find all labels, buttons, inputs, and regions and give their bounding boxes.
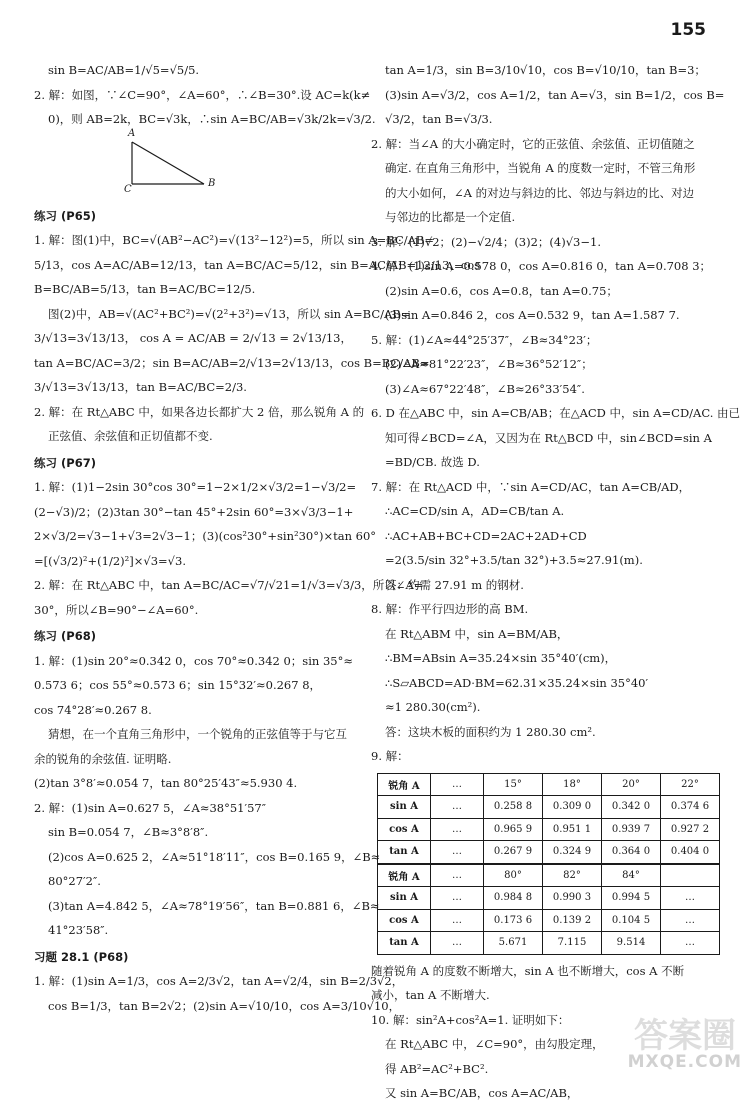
table-cell: 0.173 6 — [484, 909, 543, 932]
text-line: 6. D 在△ABC 中，sin A=CB/AB；在△ACD 中，sin A=CD/AC. 由已 — [371, 406, 741, 420]
text-line: 图(2)中，AB=√(AC²+BC²)=√(2²+3²)=√13，所以 sin A=BC/AB= — [48, 306, 411, 321]
text-line: =[(√3/2)²+(1/2)²]×√3=√3. — [34, 553, 186, 568]
text-line: =BD/CB. 故选 D. — [385, 455, 480, 469]
text-line: 知可得∠BCD=∠A，又因为在 Rt△BCD 中，sin∠BCD=sin A — [385, 430, 712, 445]
table-cell: 84° — [602, 864, 661, 887]
table-cell: … — [431, 796, 484, 819]
text-line: cos B=1/3，tan B=2√2；(2)sin A=√10/10，cos A=3/10√10， — [48, 998, 401, 1013]
text-line: √3/2，tan B=√3/3. — [385, 112, 493, 126]
text-line: (3)sin A=√3/2，cos A=1/2，tan A=√3，sin B=1/2，cos B= — [385, 87, 725, 102]
table-cell: 0.927 2 — [661, 818, 720, 841]
text-line: 80°27′2″. — [48, 874, 101, 888]
text-line: (2)tan 3°8′≈0.054 7，tan 80°25′43″≈5.930 4. — [34, 776, 298, 790]
table-cell: 5.671 — [484, 932, 543, 955]
text-line: 3. 解：(1)√2；(2)−√2/4；(3)2；(4)√3−1. — [371, 234, 601, 249]
page-number: 155 — [670, 20, 706, 40]
text-line: 减小，tan A 不断增大. — [371, 988, 490, 1002]
table-cell: 80° — [484, 864, 543, 887]
watermark-logo — [592, 1008, 742, 1072]
table-cell: 18° — [543, 773, 602, 796]
text-line: 正弦值、余弦值和正切值都不变. — [48, 429, 213, 443]
text-line: 答：这块木板的面积约为 1 280.30 cm². — [385, 724, 596, 739]
table-cell: 0.984 8 — [484, 887, 543, 910]
table-cell: … — [661, 932, 720, 955]
text-line: 4. 解：(1)sin A=0.578 0，cos A=0.816 0，tan A=0.708 3； — [371, 259, 712, 273]
trig-values-table — [377, 773, 720, 955]
text-line: ∴BM=ABsin A=35.24×sin 35°40′(cm)， — [385, 651, 617, 665]
text-line: tan A=BC/AC=3/2；sin B=AC/AB=2/√13=2√13/13，cos B=BC/AB= — [34, 355, 430, 370]
watermark-url: MXQE.COM — [627, 1052, 742, 1072]
row-header-cell: tan A — [378, 932, 431, 955]
table-cell: … — [661, 887, 720, 910]
text-line: 3/√13=3√13/13， cos A = AC/AB = 2/√13 = 2√13/13， — [34, 331, 352, 345]
section-heading: 练习 (P68) — [34, 629, 96, 643]
table-row — [378, 841, 720, 864]
text-line: 5. 解：(1)∠A≈44°25′37″，∠B≈34°23′； — [371, 332, 598, 347]
text-line: 得 AB²=AC²+BC². — [385, 1061, 489, 1076]
text-line: (2−√3)/2；(2)3tan 30°−tan 45°+2sin 60°=3×√3/3−1+ — [34, 504, 354, 519]
text-line: 又 sin A=BC/AB，cos A=AC/AB， — [385, 1086, 579, 1100]
text-line: 2. 解：如图，∵∠C=90°，∠A=60°，∴∠B=30°.设 AC=k(k≠ — [34, 87, 371, 102]
text-line: sin B=0.054 7，∠B≈3°8′8″. — [48, 825, 209, 839]
table-row — [378, 887, 720, 910]
text-line: 余的锐角的余弦值. 证明略. — [34, 751, 172, 766]
row-header-cell: sin A — [378, 887, 431, 910]
table-row — [378, 932, 720, 955]
right-triangle-diagram — [124, 136, 284, 198]
vertex-c-label: C — [124, 183, 132, 195]
text-line: (2)∠A≈81°22′23″，∠B≈36°52′12″； — [385, 357, 593, 371]
text-line: 3/√13=3√13/13，tan B=AC/BC=2/3. — [34, 380, 247, 394]
table-cell: … — [431, 909, 484, 932]
table-cell: 0.951 1 — [543, 818, 602, 841]
table-cell: 0.364 0 — [602, 841, 661, 864]
table-cell: 0.994 5 — [602, 887, 661, 910]
table-cell: 0.258 8 — [484, 796, 543, 819]
text-line: 在 Rt△ABC 中，∠C=90°，由勾股定理， — [385, 1037, 604, 1051]
table-cell: … — [431, 841, 484, 864]
text-line: 2. 解：在 Rt△ABC 中，tan A=BC/AC=√7/√21=1/√3=√3/3，所以∠A= — [34, 578, 424, 592]
text-line: ∴AC=CD/sin A，AD=CB/tan A. — [385, 504, 565, 518]
table-cell: 0.267 9 — [484, 841, 543, 864]
text-line: 0.573 6；cos 55°≈0.573 6；sin 15°32′≈0.267 8， — [34, 678, 322, 692]
table-row — [378, 909, 720, 932]
text-line: 1. 解：图(1)中，BC=√(AB²−AC²)=√(13²−12²)=5，所以 sin A=BC/AB= — [34, 233, 435, 247]
right-column — [371, 58, 741, 1106]
section-heading: 练习 (P67) — [34, 455, 96, 470]
vertex-a-label: A — [128, 127, 136, 139]
table-cell: 22° — [661, 773, 720, 796]
text-line: 2. 解：在 Rt△ABC 中，如果各边长都扩大 2 倍，那么锐角 A 的 — [34, 404, 365, 419]
text-line: 与邻边的比都是一个定值. — [385, 210, 516, 224]
table-cell: … — [431, 864, 484, 887]
row-header-cell: sin A — [378, 796, 431, 819]
text-line: 猜想，在一个直角三角形中，一个锐角的正弦值等于与它互 — [48, 727, 347, 741]
table-cell: 0.342 0 — [602, 796, 661, 819]
table-cell: 7.115 — [543, 932, 602, 955]
section-heading: 练习 (P65) — [34, 208, 96, 223]
table-cell: … — [661, 909, 720, 932]
table-cell: … — [431, 773, 484, 796]
row-header-cell: cos A — [378, 909, 431, 932]
text-line: 9. 解： — [371, 749, 409, 763]
text-line: B=BC/AB=5/13，tan B=AC/BC=12/5. — [34, 282, 256, 296]
text-line: 30°，所以∠B=90°−∠A=60°. — [34, 602, 199, 617]
table-cell: 0.374 6 — [661, 796, 720, 819]
table-row — [378, 773, 720, 796]
text-line: tan A=1/3，sin B=3/10√10，cos B=√10/10，tan B=3； — [385, 63, 706, 77]
text-line: 2. 解：(1)sin A=0.627 5，∠A≈38°51′57″ — [34, 800, 267, 815]
triangle-figure — [124, 127, 284, 198]
text-line: ∴S▱ABCD=AD·BM=62.31×35.24×sin 35°40′ — [385, 675, 649, 690]
text-line: 10. 解：sin²A+cos²A=1. 证明如下： — [371, 1012, 570, 1027]
text-line: (3)∠A≈67°22′48″，∠B≈26°33′54″. — [385, 381, 585, 396]
table-cell: 0.404 0 — [661, 841, 720, 864]
table-cell: 0.939 7 — [602, 818, 661, 841]
table-cell: 15° — [484, 773, 543, 796]
section-heading: 习题 28.1 (P68) — [34, 949, 129, 964]
table-cell: 0.990 3 — [543, 887, 602, 910]
text-line: (3)tan A=4.842 5，∠A≈78°19′56″，tan B=0.881 6，∠B≈ — [48, 898, 380, 913]
vertex-b-label: B — [208, 177, 216, 189]
text-line: 2×√3/2=√3−1+√3=2√3−1；(3)(cos²30°+sin²30°)×tan 60° — [34, 529, 377, 543]
table-cell: 82° — [543, 864, 602, 887]
text-line: 1. 解：(1)1−2sin 30°cos 30°=1−2×1/2×√3/2=1−√3/2= — [34, 480, 357, 494]
table-cell: 0.965 9 — [484, 818, 543, 841]
text-line: 5/13，cos A=AC/AB=12/13，tan A=BC/AC=5/12，sin B=AC/AB=12/13，cos — [34, 257, 481, 272]
text-line: 0)，则 AB=2k，BC=√3k，∴sin A=BC/AB=√3k/2k=√3/2. — [48, 112, 376, 126]
text-line: ∴AC+AB+BC+CD=2AC+2AD+CD — [385, 528, 587, 543]
text-line: 7. 解：在 Rt△ACD 中，∵sin A=CD/AC，tan A=CB/AD， — [371, 479, 691, 494]
table-cell: 9.514 — [602, 932, 661, 955]
text-line: 确定. 在直角三角形中，当锐角 A 的度数一定时，不管三角形 — [385, 161, 696, 175]
answer-block — [371, 58, 741, 769]
table-cell: 0.324 9 — [543, 841, 602, 864]
text-line: 1. 解：(1)sin A=1/3，cos A=2/3√2，tan A=√2/4，sin B=2/3√2， — [34, 974, 404, 988]
table-cell: … — [431, 887, 484, 910]
text-line: 1. 解：(1)sin 20°≈0.342 0，cos 70°≈0.342 0；sin 35°≈ — [34, 653, 353, 668]
table-row — [378, 864, 720, 887]
row-header-cell: 锐角 A — [378, 773, 431, 796]
table-cell: 20° — [602, 773, 661, 796]
text-line: 8. 解：作平行四边形的高 BM. — [371, 602, 529, 616]
row-header-cell: 锐角 A — [378, 864, 431, 887]
text-line: 随着锐角 A 的度数不断增大，sin A 也不断增大，cos A 不断 — [371, 963, 685, 978]
table-cell: 0.309 0 — [543, 796, 602, 819]
table-cell: 0.104 5 — [602, 909, 661, 932]
text-line: (2)sin A=0.6，cos A=0.8，tan A=0.75； — [385, 283, 618, 298]
row-header-cell: tan A — [378, 841, 431, 864]
text-line: (2)cos A=0.625 2，∠A≈51°18′11″，cos B=0.165 9，∠B≈ — [48, 849, 381, 864]
text-line: ≈1 280.30(cm²). — [385, 700, 481, 714]
text-line: 41°23′58″. — [48, 923, 109, 937]
text-line: (3)sin A=0.846 2，cos A=0.532 9，tan A=1.587 7. — [385, 308, 680, 322]
text-line: 答：约需 27.91 m 的钢材. — [385, 577, 524, 592]
table-row — [378, 796, 720, 819]
text-line: 在 Rt△ABM 中，sin A=BM/AB， — [385, 626, 569, 641]
text-line: =2(3.5/sin 32°+3.5/tan 32°)+3.5≈27.91(m). — [385, 553, 643, 567]
table-cell: … — [431, 932, 484, 955]
table-cell: … — [431, 818, 484, 841]
text-line: 的大小如何，∠A 的对边与斜边的比、邻边与斜边的比、对边 — [385, 185, 695, 200]
table-row — [378, 818, 720, 841]
watermark-text: 答案圈 — [634, 1016, 736, 1056]
answer-block — [34, 58, 376, 132]
table-cell: 0.139 2 — [543, 909, 602, 932]
row-header-cell: cos A — [378, 818, 431, 841]
text-line: 2. 解：当∠A 的大小确定时，它的正弦值、余弦值、正切值随之 — [371, 136, 695, 151]
text-line: cos 74°28′≈0.267 8. — [34, 702, 152, 717]
table-cell — [661, 864, 720, 887]
text-line: sin B=AC/AB=1/√5=√5/5. — [48, 63, 200, 77]
